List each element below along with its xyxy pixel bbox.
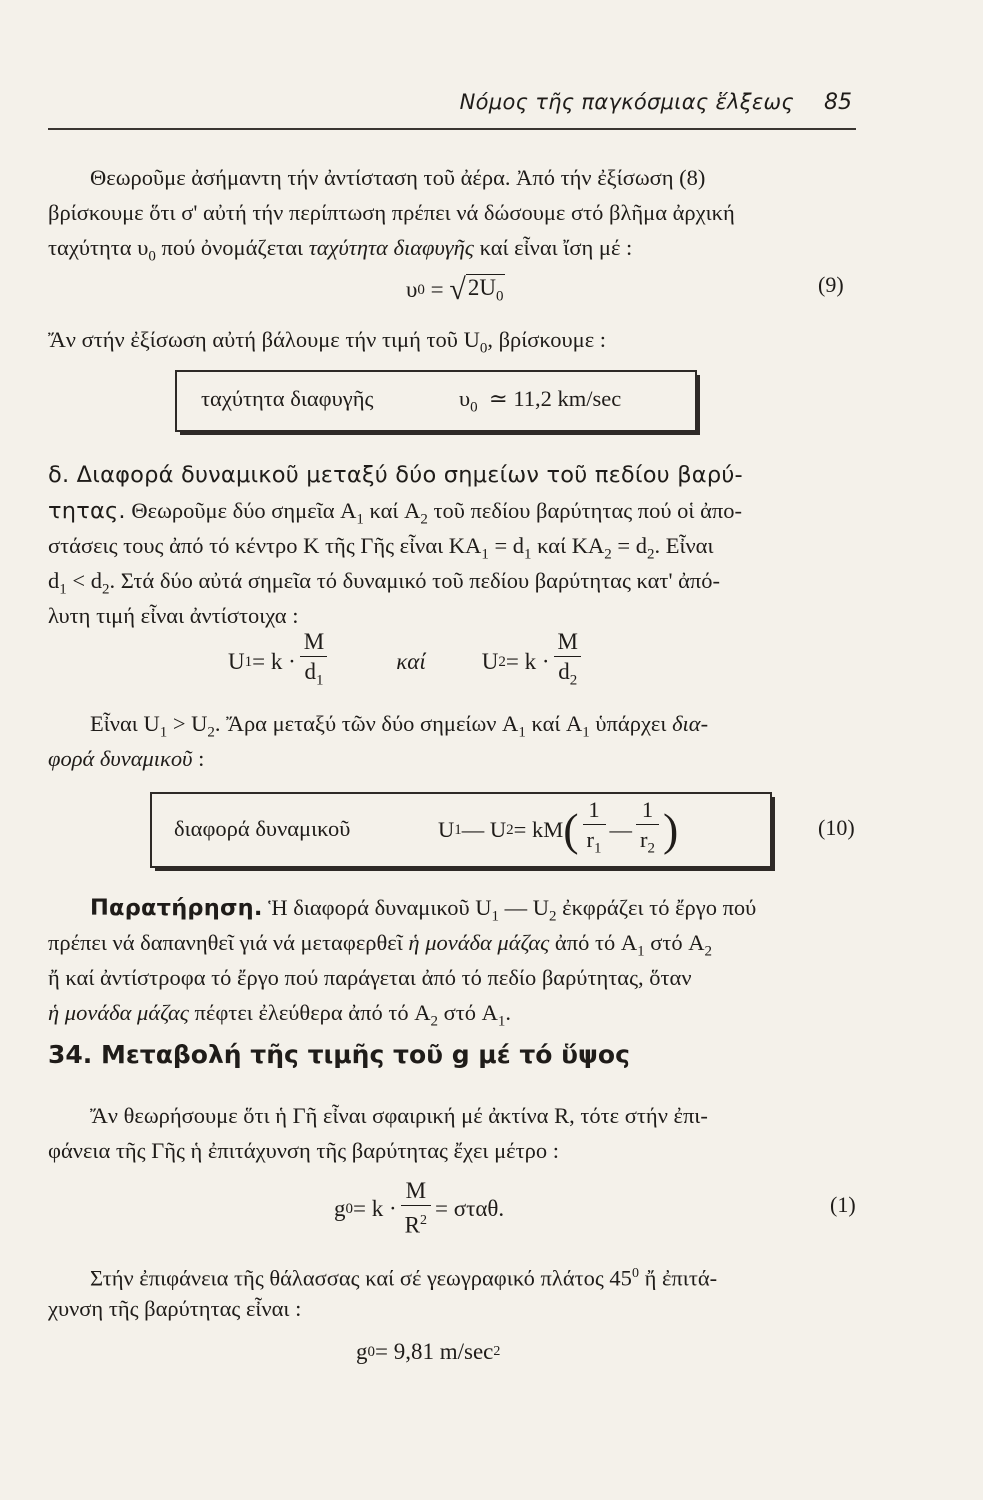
text-line: Εἶναι $U_1 > U_2$. Ἄρα μεταξύ τῶν δύο σημείων $A_1$ καί $A_1$ ὑπάρχει δια- bbox=[90, 711, 709, 741]
text-line: πρέπει νά δαπανηθεῖ γιά νά μεταφερθεῖ ἡ μονάδα μάζας ἀπό τό $A_1$ στό $A_2$ bbox=[48, 930, 713, 960]
text-line: φάνεια τῆς Γῆς ἡ ἐπιτάχυνση τῆς βαρύτητας ἔχει μέτρο : bbox=[48, 1138, 560, 1163]
text-line: Ἄν θεωρήσουμε ὅτι ἡ Γῆ εἶναι σφαιρική μέ ἀκτίνα R, τότε στήν ἐπι- bbox=[90, 1103, 708, 1128]
box-label: διαφορά δυναμικοῦ bbox=[174, 816, 351, 841]
text-line: ἤ καί ἀντίστροφα τό ἔργο πού παράγεται ἀπό τό πεδίο βαρύτητας, ὅταν bbox=[48, 965, 692, 990]
box-value: $\upsilon_0$ ≃ 11,2 km/sec bbox=[459, 386, 622, 416]
header-title: Νόμος τῆς παγκόσμιας ἕλξεως bbox=[459, 90, 794, 114]
text-line: ἡ μονάδα μάζας πέφτει ἐλεύθερα ἀπό τό $A_2$ στό $A_1$. bbox=[48, 1000, 512, 1030]
equation-g0: g 0 = k · $\frac{M}{R^2}$ = σταθ. bbox=[334, 1176, 504, 1242]
paragraph-remark bbox=[48, 890, 860, 1030]
paragraph-intro bbox=[48, 160, 860, 265]
result-box-escape-velocity bbox=[175, 370, 697, 432]
text-line: χυνση τῆς βαρύτητας εἶναι : bbox=[48, 1296, 302, 1321]
equation-number: (9) bbox=[818, 272, 844, 297]
box-label: ταχύτητα διαφυγῆς bbox=[201, 386, 374, 411]
text-line: Θεωροῦμε ἀσήμαντη τήν ἀντίσταση τοῦ ἀέρα. Ἀπό τήν ἐξίσωση (8) bbox=[90, 165, 706, 190]
text-line: $d_1 < d_2$. Στά δύο αὐτά σημεῖα τό δυναμικό τοῦ πεδίου βαρύτητας κατ' ἀπό- bbox=[48, 568, 721, 598]
section-potential-difference bbox=[48, 458, 860, 633]
text-line: στάσεις τους ἀπό τό κέντρο Κ τῆς Γῆς εἶναι $KA_1 = d_1$ καί $KA_2 = d_2$. Εἶναι bbox=[48, 533, 714, 563]
paragraph-earth-surface bbox=[48, 1098, 860, 1168]
equation-escape-velocity: υ 0 = √ $2U_0$ bbox=[406, 273, 504, 306]
paragraph-sea-level bbox=[48, 1256, 860, 1326]
text-line: Ἄν στήν ἐξίσωση αὐτή βάλουμε τήν τιμή τοῦ $U_0$, βρίσκουμε : bbox=[48, 327, 607, 357]
running-header bbox=[48, 88, 856, 130]
paragraph-substitute bbox=[48, 322, 860, 357]
text-line: βρίσκουμε ὅτι σ' αὐτή τήν περίπτωση πρέπει νά δώσουμε στό βλῆμα ἀρχική bbox=[48, 200, 735, 225]
text-line: τητας. Θεωροῦμε δύο σημεῖα $A_1$ καί $A_2$ τοῦ πεδίου βαρύτητας πού οἱ ἀπο- bbox=[48, 498, 742, 528]
result-box-potential-difference bbox=[150, 792, 772, 868]
page-number: 85 bbox=[824, 90, 852, 115]
paragraph-difference bbox=[48, 706, 860, 776]
equation-number: (10) bbox=[818, 815, 855, 840]
section-heading: δ. Διαφορά δυναμικοῦ μεταξύ δύο σημείων τοῦ πεδίου βαρύ- bbox=[48, 462, 743, 488]
equation-g0-value: g 0 = 9,81 m/sec 2 bbox=[356, 1339, 501, 1364]
text-line: φορά δυναμικοῦ : bbox=[48, 746, 205, 771]
text-line: λυτη τιμή εἶναι ἀντίστοιχα : bbox=[48, 603, 299, 628]
box-formula: U 1 — U 2 = kM ( $\frac{1}{r_1}$ — $\frac{1}{r_2}$ ) bbox=[438, 798, 678, 862]
equation-number: (1) bbox=[830, 1192, 856, 1217]
section-heading-34: 34. Μεταβολή τῆς τιμῆς τοῦ g μέ τό ὕψος bbox=[48, 1040, 630, 1069]
equation-potentials: U 1 = k · $\frac{M}{d_1}$ καί U 2 = k · $\frac{M}{d_2}$ bbox=[228, 630, 586, 694]
text-line: Παρατήρηση. Ἡ διαφορά δυναμικοῦ $U_1$ — $U_2$ ἐκφράζει τό ἔργο πού bbox=[90, 895, 757, 925]
text-line: ταχύτητα $\upsilon_0$ πού ὀνομάζεται ταχύτητα διαφυγῆς καί εἶναι ἴση μέ : bbox=[48, 235, 633, 265]
text-line: Στήν ἐπιφάνεια τῆς θάλασσας καί σέ γεωγραφικό πλάτος $45^0$ ἤ ἐπιτά- bbox=[90, 1265, 718, 1291]
